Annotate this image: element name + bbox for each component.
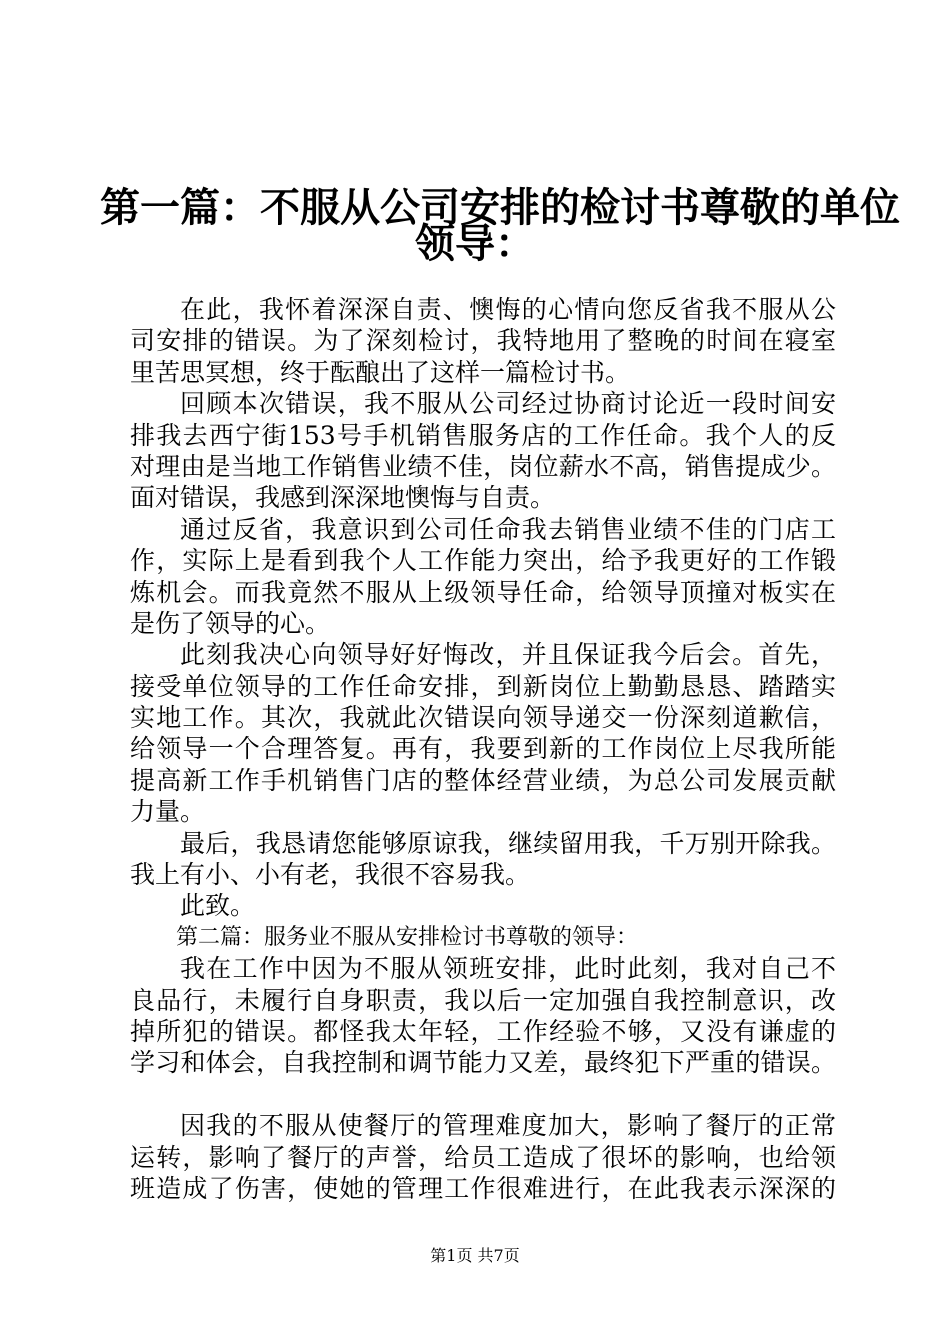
- text-line: 回顾本次错误，我不服从公司经过协商讨论近一段时间安: [180, 389, 836, 419]
- text-line: 最后，我恳请您能够原谅我，继续留用我，千万别开除我。: [180, 828, 836, 858]
- document-title-line-2: 领导：: [415, 221, 535, 267]
- text-line: 面对错误，我感到深深地懊悔与自责。: [130, 483, 556, 513]
- text-line: 通过反省，我意识到公司任命我去销售业绩不佳的门店工: [180, 514, 836, 544]
- text-line: 实地工作。其次，我就此次错误向领导递交一份深刻道歉信，: [130, 703, 836, 733]
- text-line: 在此，我怀着深深自责、懊悔的心情向您反省我不服从公: [180, 295, 836, 324]
- page-footer: 第1页 共7页: [430, 1246, 520, 1265]
- text-line: 运转，影响了餐厅的声誉，给员工造成了很坏的影响，也给领: [130, 1142, 836, 1172]
- text-line: 司安排的错误。为了深刻检讨，我特地用了整晚的时间在寝室: [130, 326, 836, 356]
- text-line: 因我的不服从使餐厅的管理难度加大，影响了餐厅的正常: [180, 1111, 836, 1141]
- text-line: 作，实际上是看到我个人工作能力突出，给予我更好的工作锻: [130, 546, 836, 576]
- document-title-line-1: 第一篇：不服从公司安排的检讨书尊敬的单位: [100, 185, 900, 231]
- section-heading: 第二篇：服务业不服从安排检讨书尊敬的领导：: [176, 924, 639, 950]
- text-line: 接受单位领导的工作任命安排，到新岗位上勤勤恳恳、踏踏实: [130, 671, 836, 701]
- text-line: 炼机会。而我竟然不服从上级领导任命，给领导顶撞对板实在: [130, 577, 836, 607]
- text-line: 给领导一个合理答复。再有，我要到新的工作岗位上尽我所能: [130, 734, 836, 764]
- text-line: 良品行，未履行自身职责，我以后一定加强自我控制意识，改: [130, 985, 836, 1015]
- text-line: 我在工作中因为不服从领班安排，此时此刻，我对自己不: [180, 954, 836, 984]
- text-line: 排我去西宁街153号手机销售服务店的工作任命。我个人的反: [130, 420, 836, 450]
- text-line: 提高新工作手机销售门店的整体经营业绩，为总公司发展贡献: [130, 765, 836, 795]
- text-line: 是伤了领导的心。: [130, 608, 331, 638]
- text-line: 我上有小、小有老，我很不容易我。: [130, 860, 531, 890]
- document-body: [130, 294, 836, 1204]
- text-line: 学习和体会，自我控制和调节能力又差，最终犯下严重的错误。: [130, 1048, 836, 1078]
- text-line: 班造成了伤害，使她的管理工作很难进行，在此我表示深深的: [130, 1173, 836, 1203]
- text-line: 掉所犯的错误。都怪我太年轻，工作经验不够，又没有谦虚的: [130, 1016, 836, 1046]
- text-line: 里苦思冥想，终于酝酿出了这样一篇检讨书。: [130, 357, 631, 387]
- blank-line: [130, 1079, 836, 1110]
- text-line: 此致。: [180, 891, 256, 921]
- text-line: 力量。: [130, 797, 206, 827]
- text-line: 对理由是当地工作销售业绩不佳，岗位薪水不高，销售提成少。: [130, 451, 836, 481]
- text-line: 此刻我决心向领导好好悔改，并且保证我今后会。首先，: [180, 640, 836, 670]
